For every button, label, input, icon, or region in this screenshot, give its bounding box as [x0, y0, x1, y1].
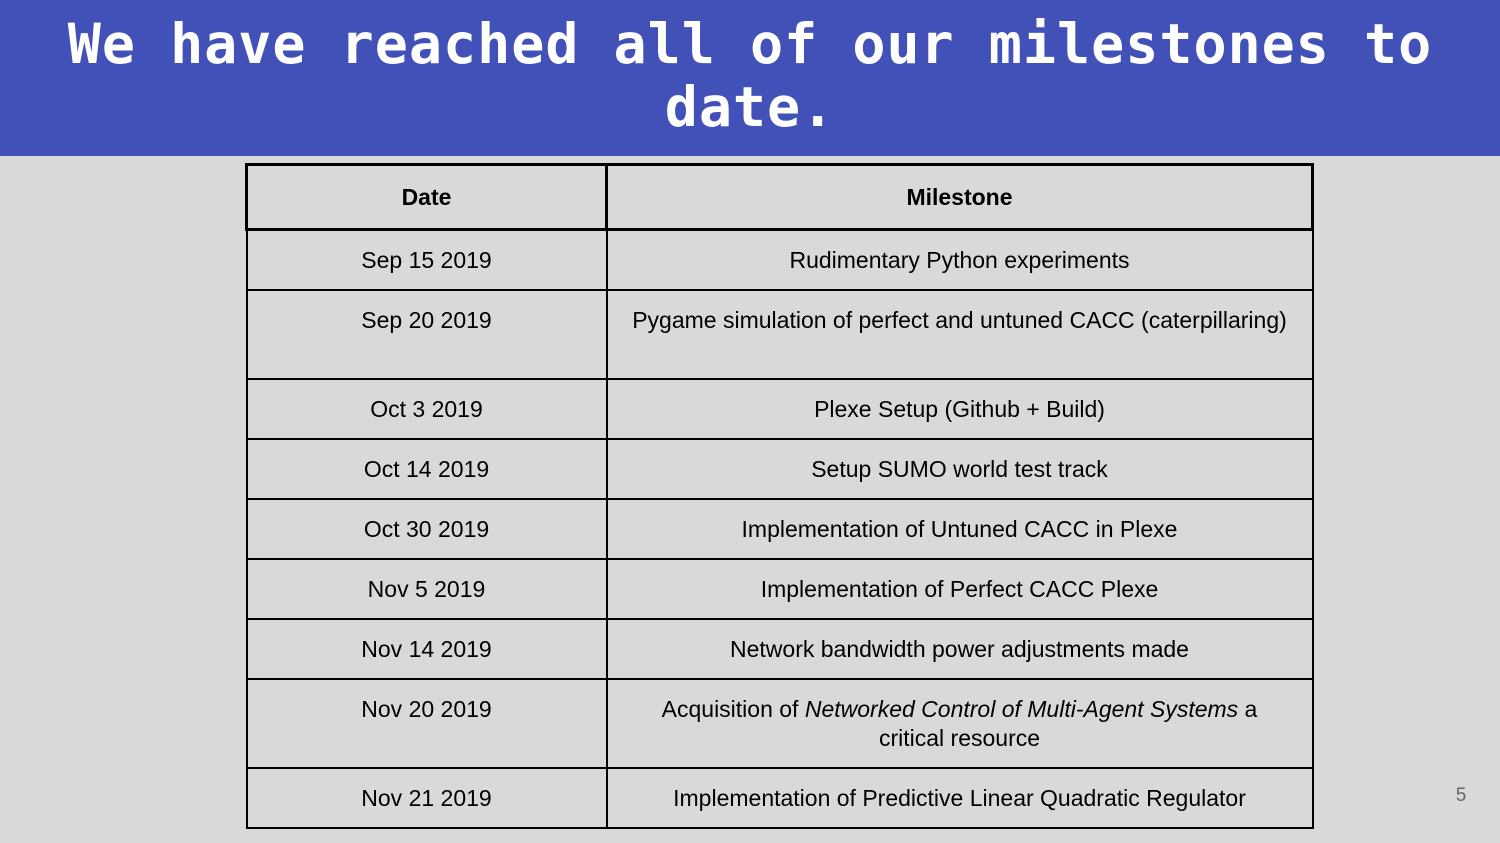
table-row	[247, 559, 1313, 619]
date-cell: Oct 14 2019	[247, 439, 607, 499]
table-row	[247, 679, 1313, 768]
table-row	[247, 619, 1313, 679]
date-column-header: Date	[247, 165, 607, 230]
title-bar	[0, 0, 1500, 156]
table-row	[247, 290, 1313, 379]
book-title: Networked Control of Multi-Agent Systems	[804, 695, 1239, 722]
milestone-cell: Implementation of Perfect CACC Plexe	[607, 559, 1313, 619]
milestone-cell: Rudimentary Python experiments	[607, 230, 1313, 290]
date-cell: Oct 3 2019	[247, 379, 607, 439]
date-cell: Nov 14 2019	[247, 619, 607, 679]
milestones-table-container	[245, 163, 1311, 829]
date-cell: Nov 5 2019	[247, 559, 607, 619]
slide-title: We have reached all of our milestones to date.	[67, 12, 1433, 139]
page-number: 5	[1455, 785, 1467, 806]
date-cell: Sep 20 2019	[247, 290, 607, 379]
table-row	[247, 379, 1313, 439]
milestone-column-header: Milestone	[607, 165, 1313, 230]
milestone-cell	[607, 679, 1313, 768]
milestone-text-lead: Acquisition of	[661, 695, 805, 722]
milestone-cell: Implementation of Untuned CACC in Plexe	[607, 499, 1313, 559]
table-row	[247, 768, 1313, 828]
milestone-cell: Setup SUMO world test track	[607, 439, 1313, 499]
milestone-cell: Pygame simulation of perfect and untuned CACC (caterpillaring)	[607, 290, 1313, 379]
milestone-text-tail: a critical resource	[878, 695, 1258, 751]
milestone-cell: Network bandwidth power adjustments made	[607, 619, 1313, 679]
table-row	[247, 230, 1313, 290]
table-row	[247, 499, 1313, 559]
table-header-row	[247, 165, 1313, 230]
table-row	[247, 439, 1313, 499]
milestone-cell: Plexe Setup (Github + Build)	[607, 379, 1313, 439]
date-cell: Nov 21 2019	[247, 768, 607, 828]
date-cell: Nov 20 2019	[247, 679, 607, 768]
milestone-cell: Implementation of Predictive Linear Quadratic Regulator	[607, 768, 1313, 828]
milestones-table	[245, 163, 1314, 829]
date-cell: Sep 15 2019	[247, 230, 607, 290]
date-cell: Oct 30 2019	[247, 499, 607, 559]
